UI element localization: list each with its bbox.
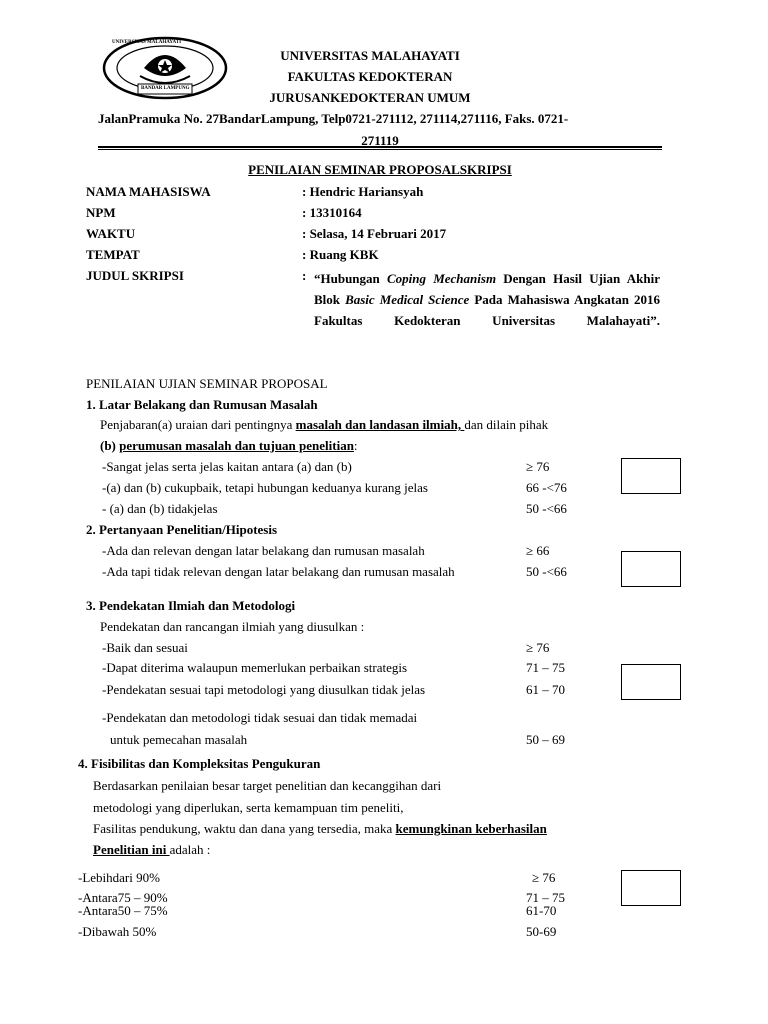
npm-label: NPM	[86, 205, 116, 220]
section-1-description-b: (b) perumusan masalah dan tujuan penelitian:	[100, 438, 358, 453]
s1-score-range: 50 -<66	[526, 501, 567, 516]
thesis-label: JUDUL SKRIPSI	[86, 268, 184, 283]
npm-value: : 13310164	[302, 205, 362, 220]
header-divider-thin	[98, 149, 662, 150]
s3-criterion: -Pendekatan sesuai tapi metodologi yang diusulkan tidak jelas	[102, 682, 426, 697]
s3-score-range: ≥ 76	[526, 640, 550, 655]
s2-score-range: 50 -<66	[526, 564, 567, 579]
s3-criterion: -Dapat diterima walaupun memerlukan perbaikan strategis	[102, 660, 408, 675]
s2-score-range: ≥ 66	[526, 543, 550, 558]
s3-score-range: 61 – 70	[526, 682, 565, 697]
s1-criterion: - (a) dan (b) tidakjelas	[102, 501, 218, 516]
header-divider	[98, 146, 662, 148]
time-value: : Selasa, 14 Februari 2017	[302, 226, 447, 241]
section-4-description-2: metodologi yang diperlukan, serta kemampuan tim peneliti,	[93, 800, 404, 815]
time-label: WAKTU	[86, 226, 136, 241]
s1-criterion: -Sangat jelas serta jelas kaitan antara (a) dan (b)	[102, 459, 352, 474]
s3-criterion: -Baik dan sesuai	[102, 640, 188, 655]
document-title: PENILAIAN SEMINAR PROPOSALSKRIPSI	[248, 162, 512, 177]
s4-criterion: -Dibawah 50%	[78, 924, 157, 939]
assessment-title: PENILAIAN UJIAN SEMINAR PROPOSAL	[86, 376, 328, 391]
s1-score-range: ≥ 76	[526, 459, 550, 474]
s4-score-range: 61-70	[526, 903, 557, 918]
place-value: : Ruang KBK	[302, 247, 379, 262]
section-1-description-a: Penjabaran(a) uraian dari pentingnya masalah dan landasan ilmiah, dan dilain pihak	[100, 417, 549, 432]
s1-score-range: 66 -<76	[526, 480, 567, 495]
score-box-2[interactable]	[621, 551, 681, 587]
place-label: TEMPAT	[86, 247, 140, 262]
section-3-heading: 3. Pendekatan Ilmiah dan Metodologi	[86, 598, 296, 613]
score-box-3[interactable]	[621, 664, 681, 700]
faculty-name: FAKULTAS KEDOKTERAN	[287, 69, 453, 84]
score-box-4[interactable]	[621, 870, 681, 906]
name-label: NAMA MAHASISWA	[86, 184, 211, 199]
s4-score-range: ≥ 76	[532, 870, 556, 885]
thesis-colon: :	[302, 268, 307, 283]
s4-criterion: -Antara75 – 90%	[78, 890, 168, 905]
s3-criterion: -Pendekatan dan metodologi tidak sesuai dan tidak memadai	[102, 710, 418, 725]
logo-text-bottom: BANDAR LAMPUNG	[141, 86, 190, 91]
department-name: JURUSANKEDOKTERAN UMUM	[269, 90, 471, 105]
s1-criterion: -(a) dan (b) cukupbaik, tetapi hubungan keduanya kurang jelas	[102, 480, 428, 495]
section-4-heading: 4. Fisibilitas dan Kompleksitas Pengukuran	[78, 756, 321, 771]
s3-score-range: 71 – 75	[526, 660, 565, 675]
s4-score-range: 71 – 75	[526, 890, 565, 905]
s2-criterion: -Ada dan relevan dengan latar belakang dan rumusan masalah	[102, 543, 425, 558]
s3-criterion-cont: untuk pemecahan masalah	[110, 732, 248, 747]
university-name: UNIVERSITAS MALAHAYATI	[280, 48, 460, 63]
section-4-description-4: Penelitian ini adalah :	[93, 842, 211, 857]
s3-score-range: 50 – 69	[526, 732, 565, 747]
thesis-title: “Hubungan Coping Mechanism Dengan Hasil Ujian Akhir Blok Basic Medical Science Pada Mahasiswa Angkatan 2016 Fakultas Kedokteran Universitas Malahayati”.	[314, 271, 661, 328]
score-box-1[interactable]	[621, 458, 681, 494]
section-4-description-1: Berdasarkan penilaian besar target penelitian dan kecanggihan dari	[93, 778, 442, 793]
section-1-heading: 1. Latar Belakang dan Rumusan Masalah	[86, 397, 318, 412]
address-line-2: 271119	[361, 133, 399, 148]
logo-text-top: UNIVERSITAS MALAHAYATI	[112, 40, 182, 45]
s4-criterion: -Antara50 – 75%	[78, 903, 168, 918]
s4-score-range: 50-69	[526, 924, 557, 939]
section-2-heading: 2. Pertanyaan Penelitian/Hipotesis	[86, 522, 278, 537]
address-line-1: JalanPramuka No. 27BandarLampung, Telp0721-271112, 271114,271116, Faks. 0721-	[98, 111, 569, 126]
section-4-description-3: Fasilitas pendukung, waktu dan dana yang tersedia, maka kemungkinan keberhasilan	[93, 821, 547, 836]
name-value: : Hendric Hariansyah	[302, 184, 424, 199]
section-3-description: Pendekatan dan rancangan ilmiah yang diusulkan :	[100, 619, 365, 634]
s4-criterion: -Lebihdari 90%	[78, 870, 160, 885]
s2-criterion: -Ada tapi tidak relevan dengan latar belakang dan rumusan masalah	[102, 564, 455, 579]
